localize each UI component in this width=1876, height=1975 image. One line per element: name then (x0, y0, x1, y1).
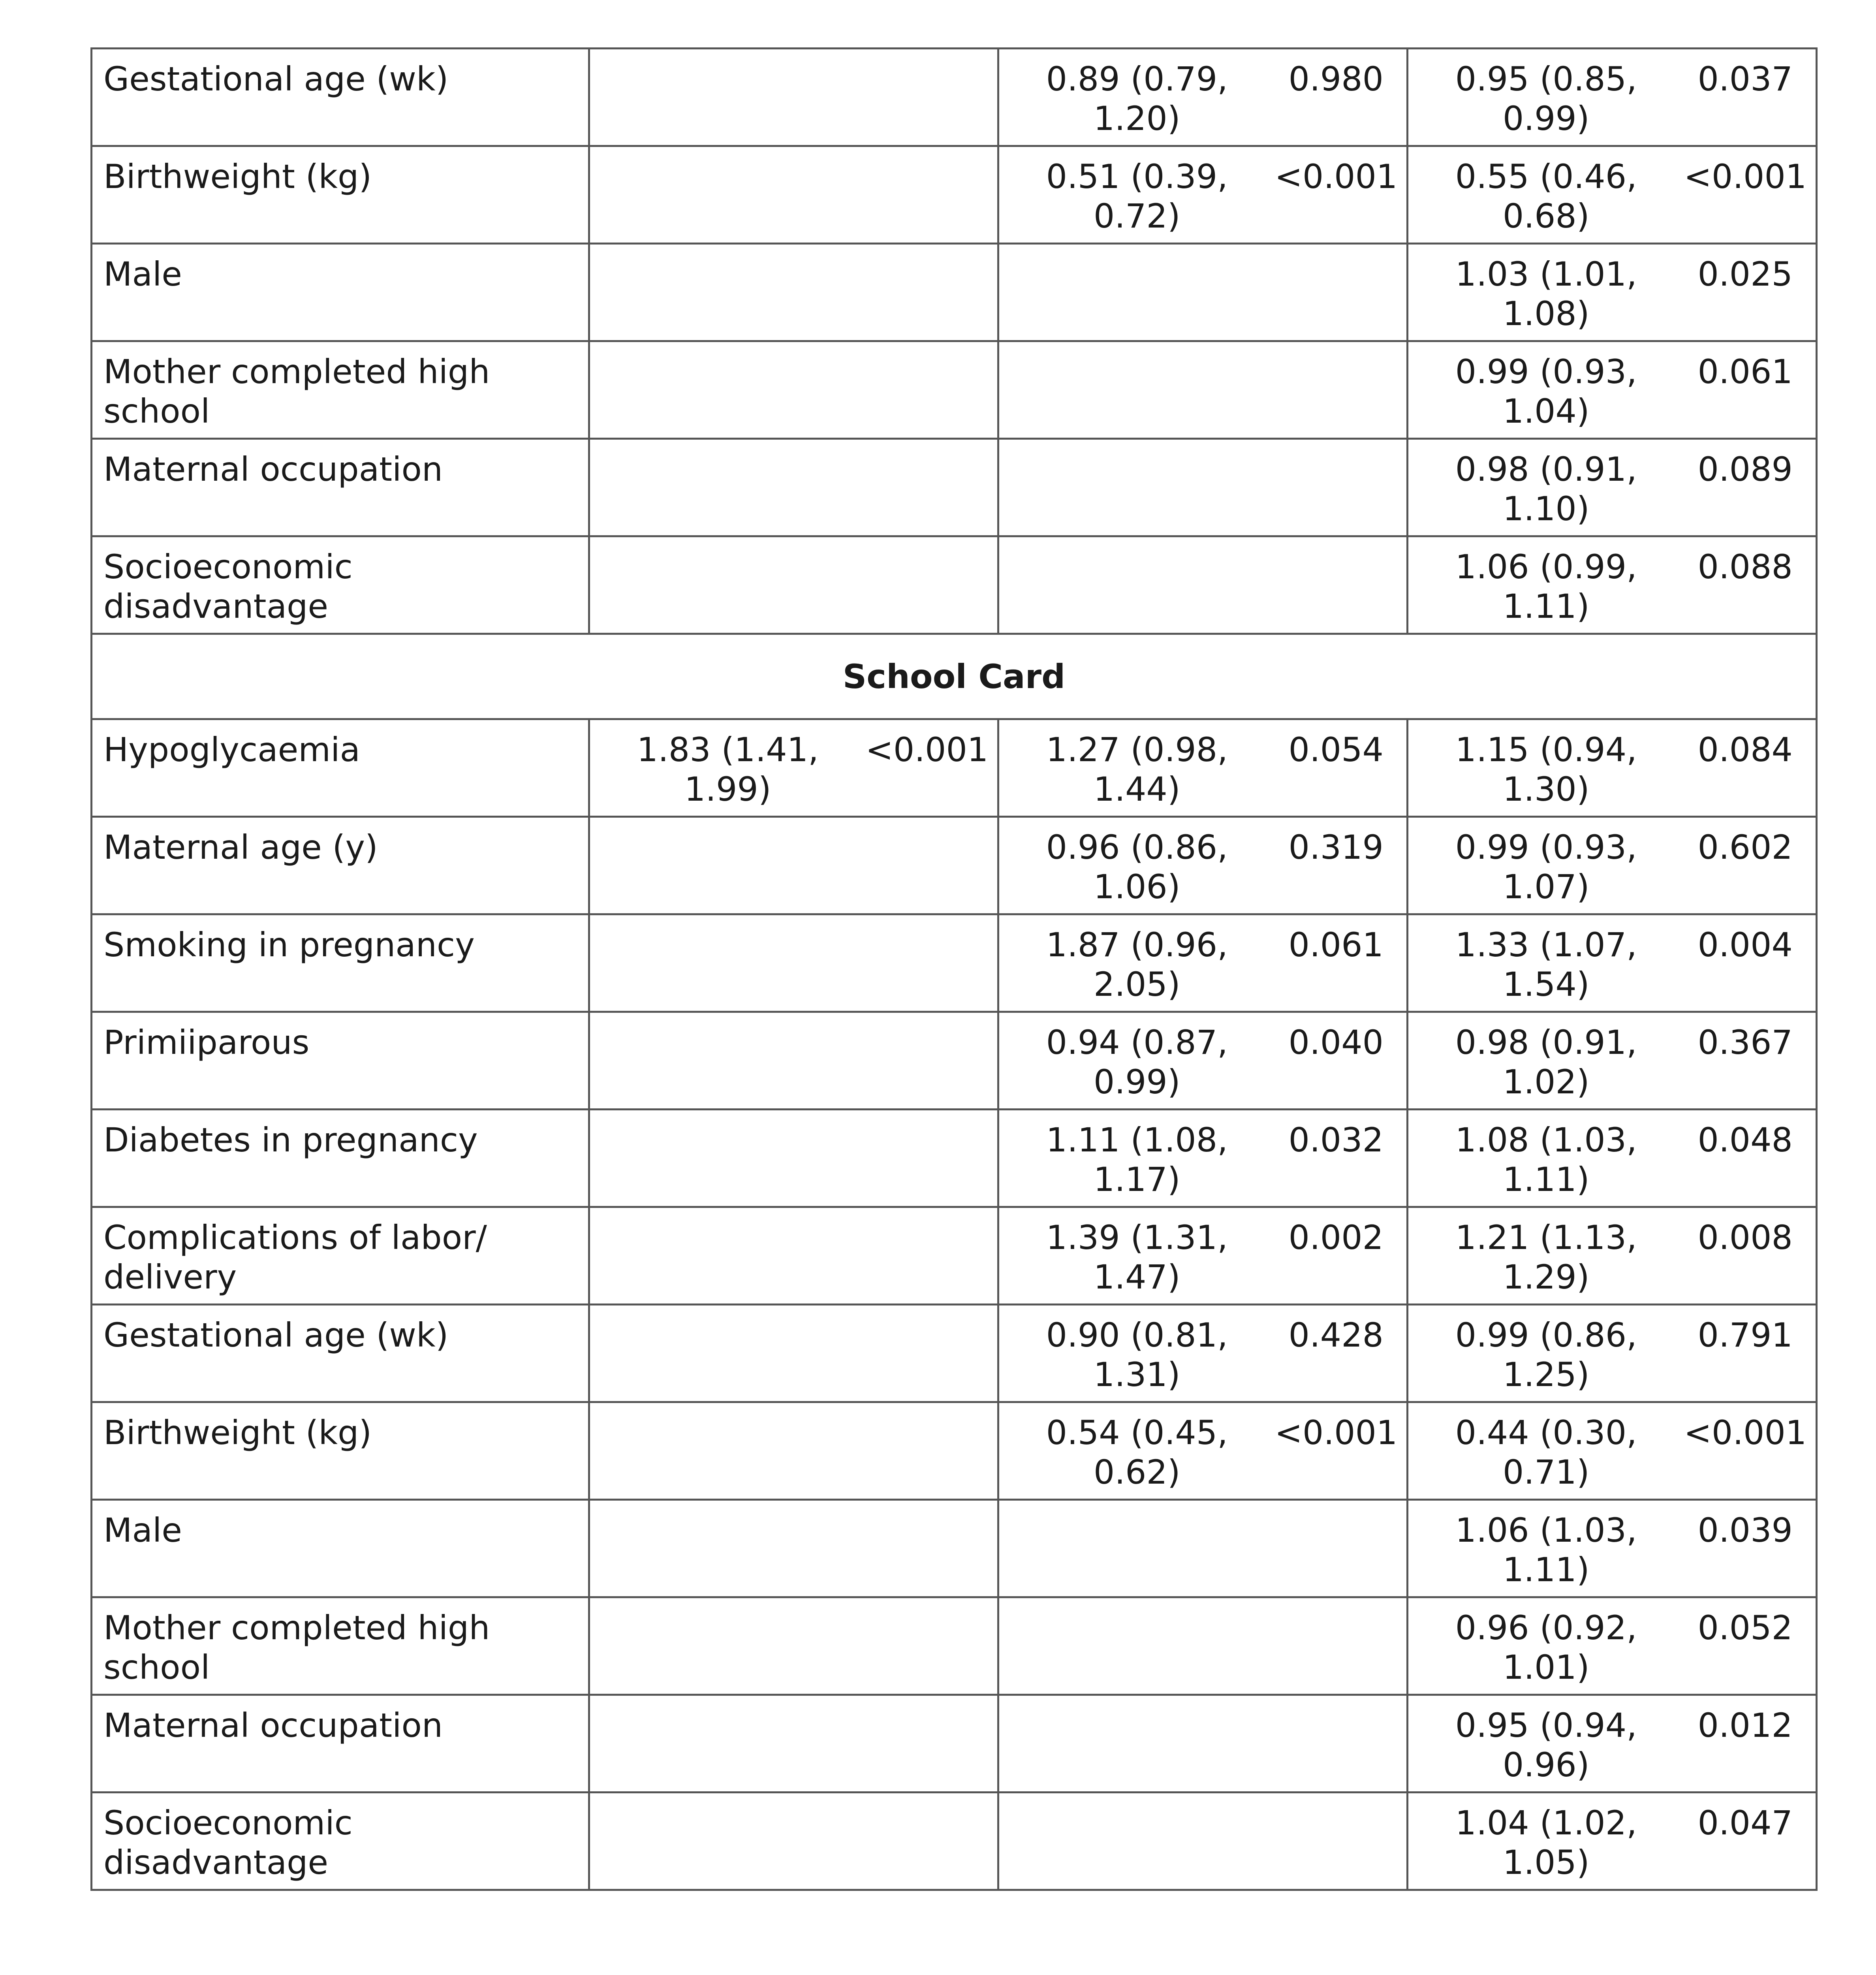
row-label: Socioeconomic disadvantage (92, 536, 589, 634)
model1-estimate (998, 244, 1275, 341)
model1-p-value (1275, 341, 1408, 439)
crude-p-value (866, 1695, 998, 1793)
crude-p-value (866, 244, 998, 341)
table-row (92, 1305, 1817, 1402)
model2-estimate: 0.96 (0.92, 1.01) (1408, 1597, 1684, 1695)
crude-estimate (589, 1012, 866, 1110)
model2-estimate: 1.15 (0.94, 1.30) (1408, 719, 1684, 817)
table-row (92, 817, 1817, 914)
model2-p-value: <0.001 (1684, 1402, 1817, 1500)
model2-estimate: 1.06 (1.03, 1.11) (1408, 1500, 1684, 1597)
crude-p-value (866, 1793, 998, 1890)
model1-estimate (998, 1695, 1275, 1793)
model1-p-value: 0.002 (1275, 1207, 1408, 1305)
model1-estimate (998, 1793, 1275, 1890)
model1-p-value (1275, 439, 1408, 536)
model2-p-value: 0.791 (1684, 1305, 1817, 1402)
crude-p-value: <0.001 (866, 719, 998, 817)
regression-table (90, 47, 1818, 1891)
row-label: Socioeconomic disadvantage (92, 1793, 589, 1890)
row-label: Maternal age (y) (92, 817, 589, 914)
model2-p-value: 0.367 (1684, 1012, 1817, 1110)
row-label: Complications of labor/ delivery (92, 1207, 589, 1305)
model1-estimate: 0.96 (0.86, 1.06) (998, 817, 1275, 914)
crude-p-value (866, 341, 998, 439)
model2-p-value: 0.012 (1684, 1695, 1817, 1793)
crude-estimate (589, 1695, 866, 1793)
crude-p-value (866, 1305, 998, 1402)
crude-p-value (866, 1207, 998, 1305)
crude-estimate (589, 1110, 866, 1207)
crude-estimate: 1.83 (1.41, 1.99) (589, 719, 866, 817)
table-body-school-card (92, 719, 1817, 1890)
table-row (92, 1402, 1817, 1500)
model2-p-value: <0.001 (1684, 146, 1817, 244)
crude-estimate (589, 341, 866, 439)
model1-p-value (1275, 1695, 1408, 1793)
model2-p-value: 0.008 (1684, 1207, 1817, 1305)
section-title: School Card (92, 634, 1817, 719)
row-label: Birthweight (kg) (92, 1402, 589, 1500)
model2-estimate: 1.03 (1.01, 1.08) (1408, 244, 1684, 341)
model1-p-value (1275, 1500, 1408, 1597)
model1-p-value: 0.428 (1275, 1305, 1408, 1402)
crude-p-value (866, 1402, 998, 1500)
crude-estimate (589, 1402, 866, 1500)
table-row (92, 1793, 1817, 1890)
crude-p-value (866, 146, 998, 244)
table-row (92, 1597, 1817, 1695)
model1-estimate: 1.87 (0.96, 2.05) (998, 914, 1275, 1012)
crude-estimate (589, 914, 866, 1012)
row-label: Gestational age (wk) (92, 1305, 589, 1402)
model1-estimate (998, 341, 1275, 439)
model1-estimate: 0.54 (0.45, 0.62) (998, 1402, 1275, 1500)
model2-p-value: 0.052 (1684, 1597, 1817, 1695)
crude-estimate (589, 536, 866, 634)
crude-p-value (866, 914, 998, 1012)
model2-estimate: 1.33 (1.07, 1.54) (1408, 914, 1684, 1012)
row-label: Male (92, 1500, 589, 1597)
model1-estimate: 0.94 (0.87, 0.99) (998, 1012, 1275, 1110)
model2-p-value: 0.004 (1684, 914, 1817, 1012)
model1-p-value: <0.001 (1275, 146, 1408, 244)
model2-estimate: 1.21 (1.13, 1.29) (1408, 1207, 1684, 1305)
table-row (92, 1500, 1817, 1597)
row-label: Maternal occupation (92, 1695, 589, 1793)
model1-estimate: 0.89 (0.79, 1.20) (998, 49, 1275, 146)
model2-estimate: 0.95 (0.85, 0.99) (1408, 49, 1684, 146)
table-body-previous-outcome (92, 49, 1817, 634)
crude-estimate (589, 1597, 866, 1695)
crude-p-value (866, 1597, 998, 1695)
model2-estimate: 1.08 (1.03, 1.11) (1408, 1110, 1684, 1207)
model2-estimate: 0.95 (0.94, 0.96) (1408, 1695, 1684, 1793)
model1-p-value: 0.980 (1275, 49, 1408, 146)
table-section-school-card (92, 634, 1817, 719)
model2-p-value: 0.061 (1684, 341, 1817, 439)
model1-p-value (1275, 1597, 1408, 1695)
model2-p-value: 0.084 (1684, 719, 1817, 817)
crude-estimate (589, 49, 866, 146)
model1-p-value (1275, 244, 1408, 341)
table-row (92, 1110, 1817, 1207)
row-label: Maternal occupation (92, 439, 589, 536)
model1-estimate: 1.11 (1.08, 1.17) (998, 1110, 1275, 1207)
crude-p-value (866, 1012, 998, 1110)
row-label: Gestational age (wk) (92, 49, 589, 146)
crude-p-value (866, 1500, 998, 1597)
model2-estimate: 0.55 (0.46, 0.68) (1408, 146, 1684, 244)
model1-p-value: 0.061 (1275, 914, 1408, 1012)
model1-p-value: 0.040 (1275, 1012, 1408, 1110)
table-row (92, 719, 1817, 817)
model1-p-value: 0.032 (1275, 1110, 1408, 1207)
table-row (92, 49, 1817, 146)
model2-p-value: 0.048 (1684, 1110, 1817, 1207)
crude-p-value (866, 536, 998, 634)
table-row (92, 1207, 1817, 1305)
crude-estimate (589, 1305, 866, 1402)
crude-estimate (589, 1207, 866, 1305)
crude-p-value (866, 817, 998, 914)
model2-estimate: 1.04 (1.02, 1.05) (1408, 1793, 1684, 1890)
model2-estimate: 0.99 (0.86, 1.25) (1408, 1305, 1684, 1402)
model1-p-value (1275, 1793, 1408, 1890)
row-label: Mother completed high school (92, 1597, 589, 1695)
crude-estimate (589, 146, 866, 244)
row-label: Smoking in pregnancy (92, 914, 589, 1012)
crude-estimate (589, 1500, 866, 1597)
row-label: Birthweight (kg) (92, 146, 589, 244)
table-row (92, 244, 1817, 341)
model1-estimate (998, 1500, 1275, 1597)
model2-estimate: 0.44 (0.30, 0.71) (1408, 1402, 1684, 1500)
crude-estimate (589, 1793, 866, 1890)
model1-estimate (998, 536, 1275, 634)
crude-estimate (589, 817, 866, 914)
model1-estimate: 0.51 (0.39, 0.72) (998, 146, 1275, 244)
model1-p-value (1275, 536, 1408, 634)
row-label: Mother completed high school (92, 341, 589, 439)
model2-estimate: 0.98 (0.91, 1.10) (1408, 439, 1684, 536)
crude-p-value (866, 49, 998, 146)
row-label: Male (92, 244, 589, 341)
model1-estimate (998, 439, 1275, 536)
model2-estimate: 1.06 (0.99, 1.11) (1408, 536, 1684, 634)
model2-p-value: 0.039 (1684, 1500, 1817, 1597)
model1-p-value: <0.001 (1275, 1402, 1408, 1500)
table-row (92, 439, 1817, 536)
model2-p-value: 0.037 (1684, 49, 1817, 146)
model2-p-value: 0.025 (1684, 244, 1817, 341)
section-header-row (92, 634, 1817, 719)
table-row (92, 1012, 1817, 1110)
table-row (92, 1695, 1817, 1793)
model2-estimate: 0.99 (0.93, 1.07) (1408, 817, 1684, 914)
table-row (92, 341, 1817, 439)
model2-p-value: 0.602 (1684, 817, 1817, 914)
model1-estimate: 0.90 (0.81, 1.31) (998, 1305, 1275, 1402)
model1-estimate: 1.39 (1.31, 1.47) (998, 1207, 1275, 1305)
model1-p-value: 0.054 (1275, 719, 1408, 817)
row-label: Hypoglycaemia (92, 719, 589, 817)
crude-p-value (866, 1110, 998, 1207)
model1-p-value: 0.319 (1275, 817, 1408, 914)
model2-p-value: 0.088 (1684, 536, 1817, 634)
crude-estimate (589, 439, 866, 536)
model2-estimate: 0.99 (0.93, 1.04) (1408, 341, 1684, 439)
row-label: Primiiparous (92, 1012, 589, 1110)
table-row (92, 536, 1817, 634)
model2-p-value: 0.089 (1684, 439, 1817, 536)
crude-estimate (589, 244, 866, 341)
model2-estimate: 0.98 (0.91, 1.02) (1408, 1012, 1684, 1110)
table-row (92, 146, 1817, 244)
model2-p-value: 0.047 (1684, 1793, 1817, 1890)
table-row (92, 914, 1817, 1012)
crude-p-value (866, 439, 998, 536)
row-label: Diabetes in pregnancy (92, 1110, 589, 1207)
model1-estimate: 1.27 (0.98, 1.44) (998, 719, 1275, 817)
model1-estimate (998, 1597, 1275, 1695)
